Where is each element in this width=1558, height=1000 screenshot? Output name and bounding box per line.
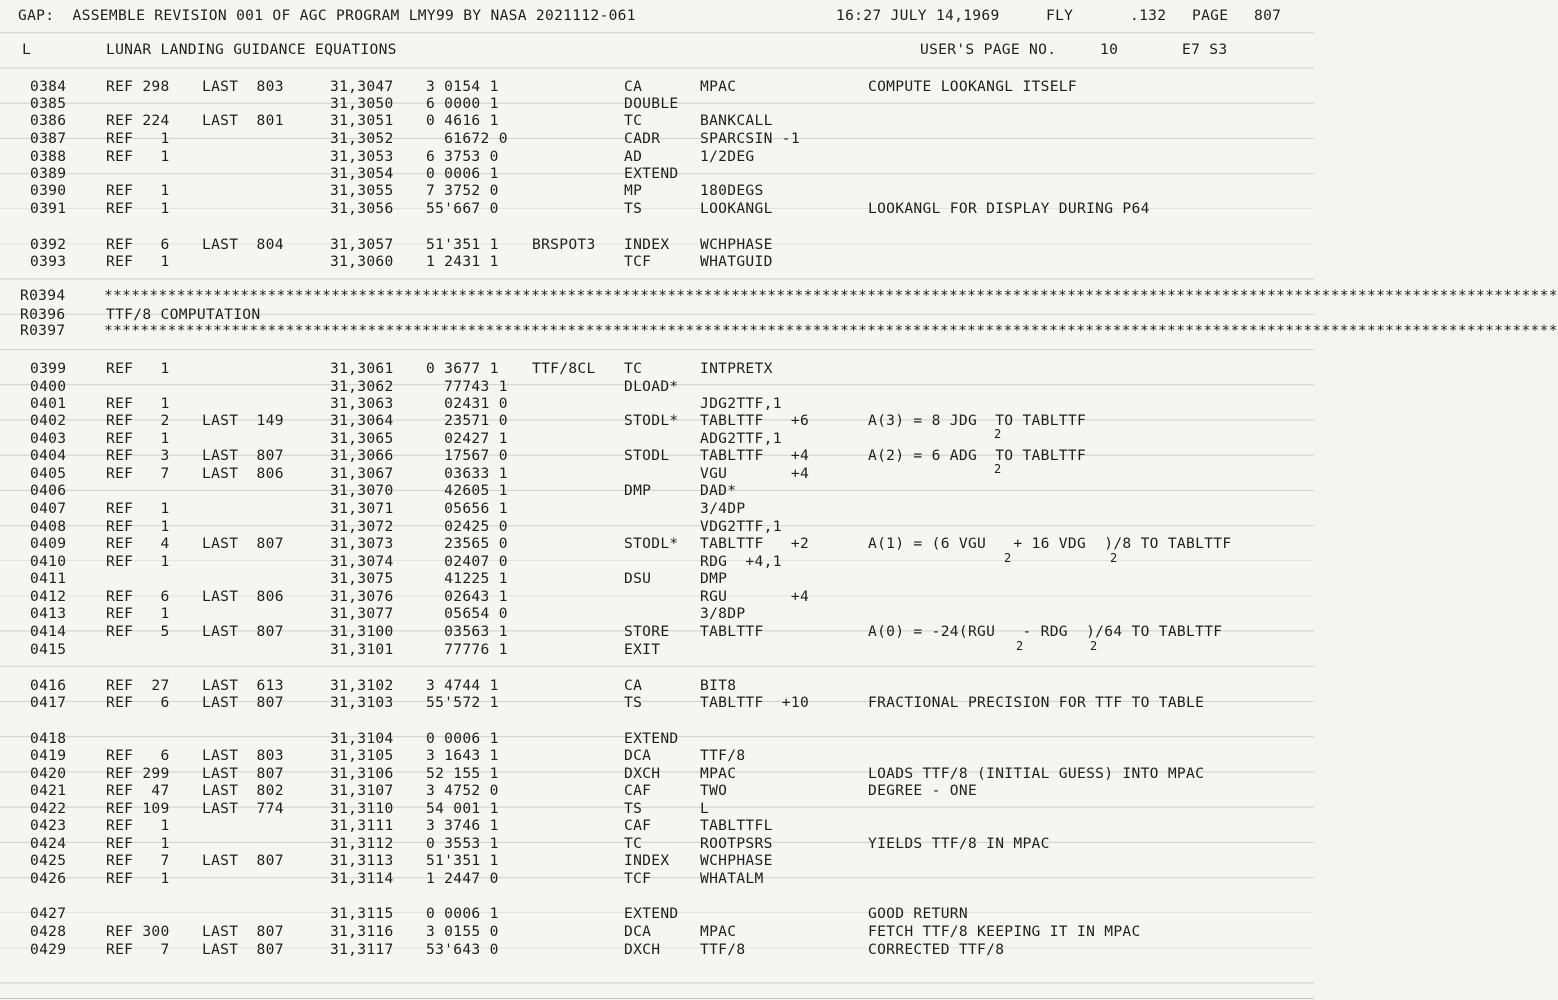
col-operand: WCHPHASE: [700, 852, 773, 869]
col-word: 02643 1: [426, 588, 508, 605]
col-addr: 31,3075: [330, 570, 394, 587]
col-addr: 31,3100: [330, 623, 394, 640]
col-addr: 31,3054: [330, 165, 394, 182]
col-addr: 31,3110: [330, 800, 394, 817]
col-line: 0385: [30, 95, 67, 112]
col-operand: TABLTTF +2: [700, 535, 810, 552]
col-word: 0 4616 1: [426, 112, 499, 129]
col-op: TCF: [624, 870, 652, 887]
col-ref: REF 299: [106, 765, 170, 782]
col-op: TS: [624, 694, 643, 711]
col-addr: 31,3050: [330, 95, 394, 112]
col-ref: REF 1: [106, 430, 170, 447]
col-operand: VGU +4: [700, 465, 810, 482]
col-op: TS: [624, 800, 643, 817]
col-line: 0418: [30, 730, 67, 747]
col-op: STODL*: [624, 535, 679, 552]
col-addr: 31,3116: [330, 923, 394, 940]
col-addr: 31,3077: [330, 605, 394, 622]
timestamp: 16:27 JULY 14,1969: [836, 7, 1000, 24]
page-fold: [0, 998, 1314, 999]
col-last: LAST 807: [202, 623, 284, 640]
col-line: 0417: [30, 694, 67, 711]
col-op: CA: [624, 78, 643, 95]
col-ref: REF 1: [106, 130, 170, 147]
col-line: 0389: [30, 165, 67, 182]
col-line: 0391: [30, 200, 67, 217]
col-line: 0426: [30, 870, 67, 887]
col-ref: REF 109: [106, 800, 170, 817]
col-addr: 31,3071: [330, 500, 394, 517]
col-word: 55'667 0: [426, 200, 499, 217]
col-word: 23565 0: [426, 535, 508, 552]
col-op: DCA: [624, 923, 652, 940]
col-operand: MPAC: [700, 765, 737, 782]
col-line: 0386: [30, 112, 67, 129]
col-operand: SPARCSIN -1: [700, 130, 800, 147]
col-operand: TABLTTFL: [700, 817, 773, 834]
col-line: 0428: [30, 923, 67, 940]
col-operand: LOOKANGL: [700, 200, 773, 217]
col-operand: ROOTPSRS: [700, 835, 773, 852]
col-addr: 31,3112: [330, 835, 394, 852]
col-op: DMP: [624, 482, 652, 499]
col-comment: LOADS TTF/8 (INITIAL GUESS) INTO MPAC: [868, 765, 1205, 782]
col-word: 03633 1: [426, 465, 508, 482]
col-last: LAST 807: [202, 535, 284, 552]
col-operand: 3/4DP: [700, 500, 746, 517]
col-operand: WHATGUID: [700, 253, 773, 270]
col-op: STODL*: [624, 412, 679, 429]
col-operand: TABLTTF: [700, 623, 764, 640]
col-word: 23571 0: [426, 412, 508, 429]
col-addr: 31,3117: [330, 941, 394, 958]
col-line: 0390: [30, 182, 67, 199]
col-line: 0409: [30, 535, 67, 552]
col-ref: REF 7: [106, 941, 170, 958]
col-op: MP: [624, 182, 643, 199]
col-last: LAST 774: [202, 800, 284, 817]
col-operand: TABLTTF +4: [700, 447, 810, 464]
col-line: 0410: [30, 553, 67, 570]
col-op: INDEX: [624, 236, 670, 253]
col-ref: REF 1: [106, 500, 170, 517]
col-comment: A(3) = 8 JDG TO TABLTTF: [868, 412, 1087, 429]
subscript: 2: [994, 462, 1002, 476]
col-addr: 31,3114: [330, 870, 394, 887]
col-line: 0427: [30, 905, 67, 922]
col-op: CA: [624, 677, 643, 694]
subscript: 2: [994, 427, 1002, 441]
col-ref: REF 1: [106, 182, 170, 199]
col-line: R0394: [20, 287, 66, 304]
col-last: LAST 807: [202, 447, 284, 464]
col-comment: A(1) = (6 VGU + 16 VDG )/8 TO TABLTTF: [868, 535, 1232, 552]
col-line: 0399: [30, 360, 67, 377]
col-last: LAST 807: [202, 941, 284, 958]
separator-stars-1: ****************************************************************************************************************************************************************: [104, 287, 1558, 304]
col-line: 0404: [30, 447, 67, 464]
col-comment: CORRECTED TTF/8: [868, 941, 1005, 958]
col-ref: REF 1: [106, 518, 170, 535]
col-addr: 31,3113: [330, 852, 394, 869]
col-addr: 31,3056: [330, 200, 394, 217]
col-ref: REF 1: [106, 200, 170, 217]
col-addr: 31,3106: [330, 765, 394, 782]
col-line: 0408: [30, 518, 67, 535]
col-operand: 180DEGS: [700, 182, 764, 199]
col-word: 3 4744 1: [426, 677, 499, 694]
col-addr: 31,3063: [330, 395, 394, 412]
col-line: 0411: [30, 570, 67, 587]
col-line: 0393: [30, 253, 67, 270]
col-line: 0402: [30, 412, 67, 429]
col-ref: REF 3: [106, 447, 170, 464]
col-word: 0 3553 1: [426, 835, 499, 852]
col-word: 1 2447 0: [426, 870, 499, 887]
col-addr: 31,3103: [330, 694, 394, 711]
col-word: 51'351 1: [426, 236, 499, 253]
col-last: LAST 803: [202, 747, 284, 764]
col-word: 02425 0: [426, 518, 508, 535]
col-op: DLOAD*: [624, 378, 679, 395]
page-label: PAGE: [1192, 7, 1229, 24]
col-last: LAST 806: [202, 465, 284, 482]
col-last: LAST 802: [202, 782, 284, 799]
col-ref: REF 6: [106, 588, 170, 605]
users-page-number: 10: [1100, 41, 1119, 58]
col-word: 17567 0: [426, 447, 508, 464]
col-word: 55'572 1: [426, 694, 499, 711]
log-section-title: LUNAR LANDING GUIDANCE EQUATIONS: [106, 41, 397, 58]
col-operand: TABLTTF +10: [700, 694, 810, 711]
col-line: 0420: [30, 765, 67, 782]
col-word: 0 0006 1: [426, 730, 499, 747]
col-op: DXCH: [624, 941, 661, 958]
col-line: 0388: [30, 148, 67, 165]
col-operand: BANKCALL: [700, 112, 773, 129]
col-operand: L: [700, 800, 710, 817]
col-line: 0415: [30, 641, 67, 658]
col-op: DCA: [624, 747, 652, 764]
col-ref: REF 6: [106, 694, 170, 711]
col-addr: 31,3062: [330, 378, 394, 395]
col-ref: REF 1: [106, 553, 170, 570]
col-last: LAST 803: [202, 78, 284, 95]
col-operand: ADG2TTF,1: [700, 430, 782, 447]
subscript: 2: [1016, 639, 1024, 653]
col-op: CAF: [624, 782, 652, 799]
col-operand: JDG2TTF,1: [700, 395, 782, 412]
col-ref: REF 5: [106, 623, 170, 640]
col-word: 05654 0: [426, 605, 508, 622]
col-word: 0 0006 1: [426, 905, 499, 922]
col-line: 0423: [30, 817, 67, 834]
col-ref: REF 1: [106, 360, 170, 377]
col-ref: REF 7: [106, 465, 170, 482]
col-op: EXIT: [624, 641, 661, 658]
col-op: CAF: [624, 817, 652, 834]
col-ref: REF 7: [106, 852, 170, 869]
col-label: BRSPOT3: [532, 236, 596, 253]
col-addr: 31,3076: [330, 588, 394, 605]
col-operand: TTF/8: [700, 941, 746, 958]
col-operand: RGU +4: [700, 588, 810, 605]
col-ref: REF 1: [106, 817, 170, 834]
col-line: 0387: [30, 130, 67, 147]
col-word: 0 0006 1: [426, 165, 499, 182]
page-number: 807: [1254, 7, 1282, 24]
col-comment: A(0) = -24(RGU - RDG )/64 TO TABLTTF: [868, 623, 1223, 640]
col-word: 02407 0: [426, 553, 508, 570]
col-line: 0416: [30, 677, 67, 694]
col-operand: VDG2TTF,1: [700, 518, 782, 535]
col-comment: COMPUTE LOOKANGL ITSELF: [868, 78, 1077, 95]
col-word: 42605 1: [426, 482, 508, 499]
col-last: LAST 804: [202, 236, 284, 253]
col-line: 0414: [30, 623, 67, 640]
col-operand: TWO: [700, 782, 728, 799]
col-line: 0403: [30, 430, 67, 447]
fly-label: FLY: [1046, 7, 1074, 24]
col-comment: LOOKANGL FOR DISPLAY DURING P64: [868, 200, 1150, 217]
subscript: 2: [1110, 551, 1118, 565]
col-ref: REF 1: [106, 835, 170, 852]
col-addr: 31,3072: [330, 518, 394, 535]
col-word: 54 001 1: [426, 800, 499, 817]
col-op: DOUBLE: [624, 95, 679, 112]
col-word: 0 3677 1: [426, 360, 499, 377]
col-operand: WHATALM: [700, 870, 764, 887]
log-marker: L: [22, 41, 32, 58]
col-word: 7 3752 0: [426, 182, 499, 199]
revision-tag: E7 S3: [1182, 41, 1228, 58]
col-addr: 31,3057: [330, 236, 394, 253]
col-line: 0425: [30, 852, 67, 869]
col-ref: REF 6: [106, 747, 170, 764]
col-last: LAST 807: [202, 923, 284, 940]
col-addr: 31,3053: [330, 148, 394, 165]
col-line: 0421: [30, 782, 67, 799]
col-last: LAST 149: [202, 412, 284, 429]
col-addr: 31,3105: [330, 747, 394, 764]
col-last: LAST 806: [202, 588, 284, 605]
col-addr: 31,3111: [330, 817, 394, 834]
col-operand: MPAC: [700, 78, 737, 95]
col-ref: REF 1: [106, 148, 170, 165]
col-addr: 31,3064: [330, 412, 394, 429]
col-comment: GOOD RETURN: [868, 905, 968, 922]
col-addr: 31,3047: [330, 78, 394, 95]
users-page-label: USER'S PAGE NO.: [920, 41, 1057, 58]
col-ref: REF 1: [106, 870, 170, 887]
col-addr: 31,3115: [330, 905, 394, 922]
col-line: 0406: [30, 482, 67, 499]
col-addr: 31,3055: [330, 182, 394, 199]
col-last: LAST 801: [202, 112, 284, 129]
col-word: 6 3753 0: [426, 148, 499, 165]
col-comment: FRACTIONAL PRECISION FOR TTF TO TABLE: [868, 694, 1205, 711]
col-op: CADR: [624, 130, 661, 147]
col-word: 52 155 1: [426, 765, 499, 782]
col-last: LAST 807: [202, 765, 284, 782]
col-line: 0384: [30, 78, 67, 95]
col-line: 0392: [30, 236, 67, 253]
col-op: TC: [624, 835, 643, 852]
col-operand: DAD*: [700, 482, 737, 499]
col-addr: 31,3107: [330, 782, 394, 799]
col-line: 0407: [30, 500, 67, 517]
col-ref: REF 6: [106, 236, 170, 253]
col-word: 3 4752 0: [426, 782, 499, 799]
col-word: 3 0154 1: [426, 78, 499, 95]
col-addr: 31,3104: [330, 730, 394, 747]
col-addr: 31,3101: [330, 641, 394, 658]
subscript: 2: [1090, 639, 1098, 653]
col-ref: REF 1: [106, 605, 170, 622]
col-addr: 31,3060: [330, 253, 394, 270]
col-word: 6 0000 1: [426, 95, 499, 112]
col-op: TCF: [624, 253, 652, 270]
col-operand: BIT8: [700, 677, 737, 694]
col-ref: REF 2: [106, 412, 170, 429]
col-addr: 31,3065: [330, 430, 394, 447]
col-operand: INTPRETX: [700, 360, 773, 377]
col-op: EXTEND: [624, 730, 679, 747]
col-last: LAST 807: [202, 694, 284, 711]
col-addr: 31,3073: [330, 535, 394, 552]
assembly-header: GAP: ASSEMBLE REVISION 001 OF AGC PROGRAM LMY99 BY NASA 2021112-061: [18, 7, 636, 24]
col-line: 0405: [30, 465, 67, 482]
col-last: LAST 807: [202, 852, 284, 869]
col-ref: REF 300: [106, 923, 170, 940]
col-word: 53'643 0: [426, 941, 499, 958]
col-word: 3 1643 1: [426, 747, 499, 764]
col-comment: YIELDS TTF/8 IN MPAC: [868, 835, 1050, 852]
col-op: DXCH: [624, 765, 661, 782]
col-op: STODL: [624, 447, 670, 464]
col-addr: 31,3066: [330, 447, 394, 464]
col-line: 0429: [30, 941, 67, 958]
col-word: 1 2431 1: [426, 253, 499, 270]
col-operand: 1/2DEG: [700, 148, 755, 165]
col-line: 0424: [30, 835, 67, 852]
col-operand: 3/8DP: [700, 605, 746, 622]
col-word: 41225 1: [426, 570, 508, 587]
subscript: 2: [1004, 551, 1012, 565]
col-word: 61672 0: [426, 130, 508, 147]
col-line: 0412: [30, 588, 67, 605]
col-line: 0401: [30, 395, 67, 412]
col-addr: 31,3070: [330, 482, 394, 499]
col-word: 3 0155 0: [426, 923, 499, 940]
col-addr: 31,3052: [330, 130, 394, 147]
col-op: EXTEND: [624, 905, 679, 922]
col-comment: A(2) = 6 ADG TO TABLTTF: [868, 447, 1087, 464]
col-last: LAST 613: [202, 677, 284, 694]
col-ref: REF 47: [106, 782, 170, 799]
col-op: DSU: [624, 570, 652, 587]
col-addr: 31,3102: [330, 677, 394, 694]
col-line: 0419: [30, 747, 67, 764]
col-word: 77776 1: [426, 641, 508, 658]
col-addr: 31,3067: [330, 465, 394, 482]
col-word: 51'351 1: [426, 852, 499, 869]
col-op: INDEX: [624, 852, 670, 869]
col-op: STORE: [624, 623, 670, 640]
col-op: TS: [624, 200, 643, 217]
col-word: 03563 1: [426, 623, 508, 640]
col-word: 77743 1: [426, 378, 508, 395]
col-operand: RDG +4,1: [700, 553, 782, 570]
col-operand: WCHPHASE: [700, 236, 773, 253]
col-comment: FETCH TTF/8 KEEPING IT IN MPAC: [868, 923, 1141, 940]
col-ref: REF 224: [106, 112, 170, 129]
col-op: AD: [624, 148, 643, 165]
col-ref: REF 4: [106, 535, 170, 552]
col-label: TTF/8CL: [532, 360, 596, 377]
col-operand: TTF/8: [700, 747, 746, 764]
col-line: 0422: [30, 800, 67, 817]
col-operand: MPAC: [700, 923, 737, 940]
col-op: TC: [624, 360, 643, 377]
col-op: TC: [624, 112, 643, 129]
col-ref: REF 27: [106, 677, 170, 694]
col-addr: 31,3061: [330, 360, 394, 377]
col-word: 05656 1: [426, 500, 508, 517]
col-addr: 31,3074: [330, 553, 394, 570]
separator-stars-2: ****************************************************************************************************************************************************************: [104, 322, 1558, 339]
col-op: EXTEND: [624, 165, 679, 182]
col-line: 0400: [30, 378, 67, 395]
col-line: R0397: [20, 322, 66, 339]
col-word: 02427 1: [426, 430, 508, 447]
col-ref: REF 1: [106, 253, 170, 270]
col-ref: REF 1: [106, 395, 170, 412]
col-ref: REF 298: [106, 78, 170, 95]
col-word: 3 3746 1: [426, 817, 499, 834]
col-operand: DMP: [700, 570, 728, 587]
col-operand: TABLTTF +6: [700, 412, 810, 429]
col-word: 02431 0: [426, 395, 508, 412]
col-addr: 31,3051: [330, 112, 394, 129]
col-line: R0396: [20, 306, 66, 323]
col-line: 0413: [30, 605, 67, 622]
col-comment: DEGREE - ONE: [868, 782, 978, 799]
col-ref: TTF/8 COMPUTATION: [106, 306, 261, 323]
code-label: .132: [1130, 7, 1167, 24]
